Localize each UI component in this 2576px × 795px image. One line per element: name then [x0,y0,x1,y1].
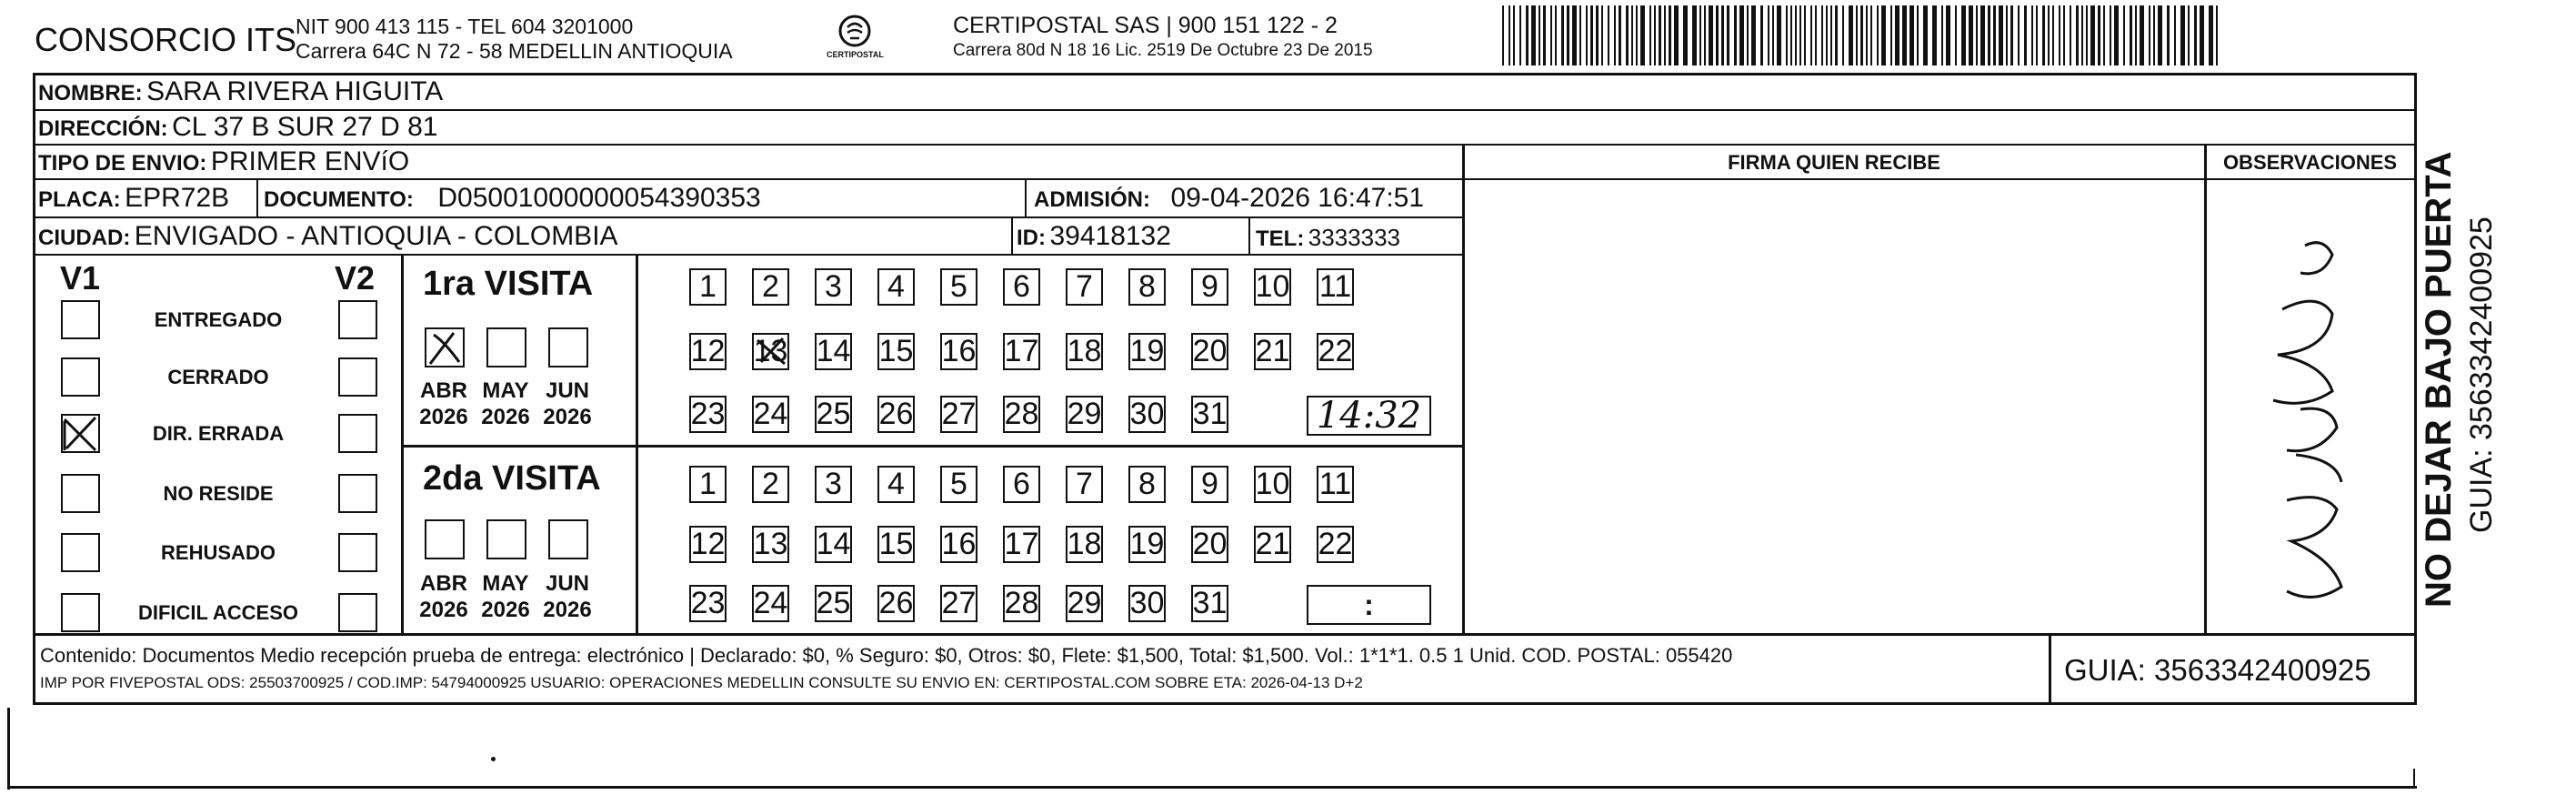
nombre-row [38,78,443,106]
day-box[interactable] [1254,466,1291,503]
month-checkbox-may[interactable] [486,327,526,367]
day-box[interactable] [877,396,915,433]
day-box[interactable] [1254,526,1291,563]
day-box[interactable] [815,333,852,370]
day-number: 5 [950,467,967,501]
day-number: 14 [816,527,851,561]
day-number: 19 [1129,334,1165,368]
day-number: 6 [1013,467,1030,501]
day-box[interactable] [1254,333,1291,370]
ciudad-row [38,223,618,250]
day-number: 19 [1129,527,1165,561]
ciudad-value: ENVIGADO - ANTIOQUIA - COLOMBIA [134,221,618,251]
day-number: 30 [1129,397,1165,431]
reason-v1-checkbox[interactable] [61,593,100,632]
v2-label: V2 [335,259,376,297]
day-box[interactable] [1128,333,1166,370]
day-number: 18 [1067,334,1102,368]
day-box[interactable] [1317,526,1354,563]
month-label: ABR [420,378,467,403]
day-number: 26 [878,397,914,431]
day-box[interactable] [1254,268,1291,306]
year-label: 2026 [543,598,592,622]
day-number: 16 [941,527,977,561]
day-number: 3 [825,467,842,501]
day-number: 29 [1067,397,1102,431]
day-number: 4 [887,467,905,501]
day-box[interactable] [1003,526,1040,563]
month-label: MAY [482,571,529,596]
day-box[interactable] [752,526,789,563]
day-number: 4 [887,269,905,304]
day-box[interactable] [689,333,727,370]
reason-v1-checkbox[interactable] [61,357,100,397]
reason-v1-checkbox[interactable] [61,414,100,453]
day-box[interactable] [940,333,977,370]
admision-row [1034,185,1424,212]
day-box[interactable] [1128,526,1166,563]
side-guia: GUIA: 3563342400925 [2464,216,2499,533]
admision-value: 09-04-2026 16:47:51 [1170,183,1425,213]
day-box[interactable] [1003,396,1040,433]
day-box[interactable] [940,396,977,433]
footer-line1: Contenido: Documentos Medio recepción prueba de entrega: electrónico | Declarado: $0, % Seguro: $0, Otros: $0, Flete: $1,500, Total: $1,500. Vol.: 1*1*1. 0.5 1 Unid. COD. POSTAL: 055420 [40,644,1733,667]
footer-guia: GUIA: 3563342400925 [2064,653,2371,687]
day-box[interactable] [1317,466,1354,503]
id-label: ID: [1017,226,1046,250]
day-box[interactable] [877,333,915,370]
year-label: 2026 [481,405,530,429]
placa-value: EPR72B [125,183,230,213]
day-number: 18 [1067,527,1102,561]
nombre-value: SARA RIVERA HIGUITA [146,76,444,106]
day-number: 8 [1138,269,1156,304]
month-checkbox-jun[interactable] [548,327,588,367]
month-label: ABR [420,571,467,596]
admision-label: ADMISIÓN: [1034,187,1150,212]
day-box[interactable] [1191,333,1228,370]
visit-time-box[interactable] [1307,396,1431,436]
id-value: 39418132 [1049,221,1171,251]
day-box[interactable] [1066,526,1103,563]
certipostal-logo [823,11,887,65]
day-box[interactable] [689,466,727,503]
day-box[interactable] [1317,268,1354,306]
day-box[interactable] [815,466,852,503]
reason-v1-checkbox[interactable] [61,300,100,339]
day-number: 15 [878,527,914,561]
day-number: 20 [1192,527,1228,561]
day-box[interactable] [689,526,727,563]
year-label: 2026 [419,598,468,622]
day-number: 9 [1201,467,1218,501]
day-box[interactable] [1066,466,1103,503]
firma-header: FIRMA QUIEN RECIBE [1728,151,1940,174]
ciudad-label: CIUDAD: [38,226,131,250]
day-box[interactable] [1066,333,1103,370]
day-number: 1 [699,269,717,304]
day-box[interactable] [1003,333,1040,370]
reason-v2-checkbox[interactable] [338,474,377,513]
reason-label: DIFICIL ACCESO [137,601,298,624]
day-number: 25 [816,397,851,431]
month-checkbox-abr[interactable] [425,327,465,367]
day-number: 10 [1255,467,1290,501]
day-number: 23 [690,397,726,431]
id-row [1017,223,1171,250]
reason-v2-checkbox[interactable] [338,414,377,453]
check-x-icon [426,329,465,367]
recipient-signature [2219,227,2401,619]
day-box[interactable] [1191,466,1228,503]
day-number: 17 [1004,527,1039,561]
day-number: 17 [1004,334,1039,368]
nombre-label: NOMBRE: [38,81,143,106]
day-box[interactable] [752,466,789,503]
day-number: 11 [1318,467,1352,501]
day-box[interactable] [877,526,915,563]
day-number: 26 [878,586,914,620]
company-name: CONSORCIO ITS [35,21,297,58]
day-box[interactable] [752,268,789,306]
day-box[interactable] [689,396,727,433]
tel-row [1256,226,1400,250]
day-number: 13 [753,334,788,368]
day-box[interactable] [1191,396,1228,433]
reason-label: REHUSADO [161,541,276,564]
day-box[interactable] [1128,585,1166,622]
day-number: 27 [941,586,977,620]
day-box[interactable] [1128,396,1166,433]
day-number: 3 [825,269,842,304]
day-number: 8 [1138,467,1156,501]
reason-v1-checkbox[interactable] [61,533,100,572]
day-number: 22 [1318,334,1353,368]
day-number: 28 [1004,586,1039,620]
day-number: 20 [1192,334,1228,368]
reason-v2-checkbox[interactable] [338,357,377,397]
day-number: 30 [1129,586,1165,620]
day-number: 2 [762,467,779,501]
day-box[interactable] [815,526,852,563]
observaciones-header: OBSERVACIONES [2222,151,2398,174]
day-number: 21 [1255,527,1290,561]
day-number: 29 [1067,586,1102,620]
reason-label: ENTREGADO [154,308,283,331]
courier-line2: Carrera 80d N 18 16 Lic. 2519 De Octubre 23 De 2015 [953,41,1373,60]
day-box[interactable] [815,396,852,433]
reason-v2-checkbox[interactable] [338,533,377,572]
day-box[interactable] [1066,268,1103,306]
barcode [1502,5,2223,65]
reason-v1-checkbox[interactable] [61,474,100,513]
placa-row [38,185,229,212]
reason-label: CERRADO [167,366,269,388]
day-number: 22 [1318,527,1353,561]
day-number: 12 [690,334,726,368]
reason-v2-checkbox[interactable] [338,300,377,339]
v1-label: V1 [60,259,101,297]
day-box[interactable] [815,268,852,306]
day-box[interactable] [877,585,915,622]
day-box[interactable] [877,466,915,503]
month-checkbox-abr[interactable] [425,519,465,559]
day-box[interactable] [1128,268,1166,306]
day-number: 11 [1318,269,1352,304]
check-x-icon [63,416,99,452]
month-checkbox-jun[interactable] [548,519,588,559]
day-number: 5 [950,269,967,304]
placa-label: PLACA: [38,187,121,212]
visit1-title: 1ra VISITA [423,265,594,303]
month-label: JUN [545,378,589,403]
courier-line1: CERTIPOSTAL SAS | 900 151 122 - 2 [953,13,1338,38]
footer-line2: IMP POR FIVEPOSTAL ODS: 25503700925 / COD.IMP: 54794000925 USUARIO: OPERACIONES MEDELLIN CONSULTE SU ENVIO EN: CERTIPOSTAL.COM SOBRE ETA: 2026-04-13 D+2 [40,674,1363,691]
day-number: 7 [1076,269,1093,304]
ink-dot [491,757,496,761]
day-number: 28 [1004,397,1039,431]
day-box[interactable] [1317,333,1354,370]
day-box[interactable] [877,268,915,306]
reason-label: NO RESIDE [163,482,274,505]
month-checkbox-may[interactable] [486,519,526,559]
side-warning: NO DEJAR BAJO PUERTA [2419,151,2459,608]
day-number: 2 [762,269,779,304]
day-box[interactable] [1003,466,1040,503]
day-number: 16 [941,334,977,368]
tipo-value: PRIMER ENVíO [210,146,410,176]
company-info-line2: Carrera 64C N 72 - 58 MEDELLIN ANTIOQUIA [296,39,733,63]
day-box[interactable] [1128,466,1166,503]
direccion-value: CL 37 B SUR 27 D 81 [172,112,438,142]
day-number: 10 [1255,269,1290,304]
documento-label: DOCUMENTO: [264,187,414,212]
day-box[interactable] [940,526,977,563]
visit-time-box[interactable] [1307,585,1431,625]
reason-v2-checkbox[interactable] [338,593,377,632]
day-number: 31 [1192,397,1228,431]
day-box[interactable] [752,585,789,622]
tipo-label: TIPO DE ENVIO: [38,151,207,176]
day-box[interactable] [1191,526,1228,563]
day-number: 21 [1255,334,1290,368]
month-label: JUN [545,571,589,596]
day-box[interactable] [1191,585,1228,622]
day-box[interactable] [1066,585,1103,622]
day-box[interactable] [1003,585,1040,622]
logo-text: CERTIPOSTAL [827,50,884,59]
day-box[interactable] [752,396,789,433]
visit2-title: 2da VISITA [423,459,601,498]
visit-time: : [1364,588,1374,621]
tel-value: 3333333 [1308,224,1401,251]
tipo-row [38,148,409,176]
reason-label: DIR. ERRADA [152,422,285,445]
year-label: 2026 [481,598,530,622]
company-info-line1: NIT 900 413 115 - TEL 604 3201000 [296,15,634,38]
tel-label: TEL: [1256,226,1305,251]
day-number: 6 [1013,269,1030,304]
day-box[interactable] [940,585,977,622]
day-box[interactable] [1191,268,1228,306]
day-mark-icon [754,335,788,377]
day-box[interactable] [940,268,977,306]
day-number: 24 [753,397,788,431]
day-box[interactable] [1003,268,1040,306]
day-box[interactable] [689,585,727,622]
day-number: 12 [690,527,726,561]
day-box[interactable] [940,466,977,503]
day-number: 14 [816,334,851,368]
year-label: 2026 [543,405,592,429]
day-number: 23 [690,586,726,620]
day-number: 31 [1192,586,1228,620]
month-label: MAY [482,378,529,403]
documento-value: D05001000000054390353 [437,183,761,213]
year-label: 2026 [419,405,468,429]
direccion-label: DIRECCIÓN: [38,116,168,141]
day-number: 25 [816,586,851,620]
visit-time: 14:32 [1316,395,1422,437]
direccion-row [38,114,438,141]
day-number: 13 [753,527,788,561]
day-number: 15 [878,334,914,368]
day-box[interactable] [689,268,727,306]
day-number: 27 [941,397,977,431]
day-box[interactable] [752,333,789,370]
day-number: 1 [699,467,717,501]
day-box[interactable] [815,585,852,622]
day-number: 9 [1201,269,1218,304]
day-box[interactable] [1066,396,1103,433]
day-number: 7 [1076,467,1093,501]
day-number: 24 [753,586,788,620]
documento-row [264,185,761,212]
